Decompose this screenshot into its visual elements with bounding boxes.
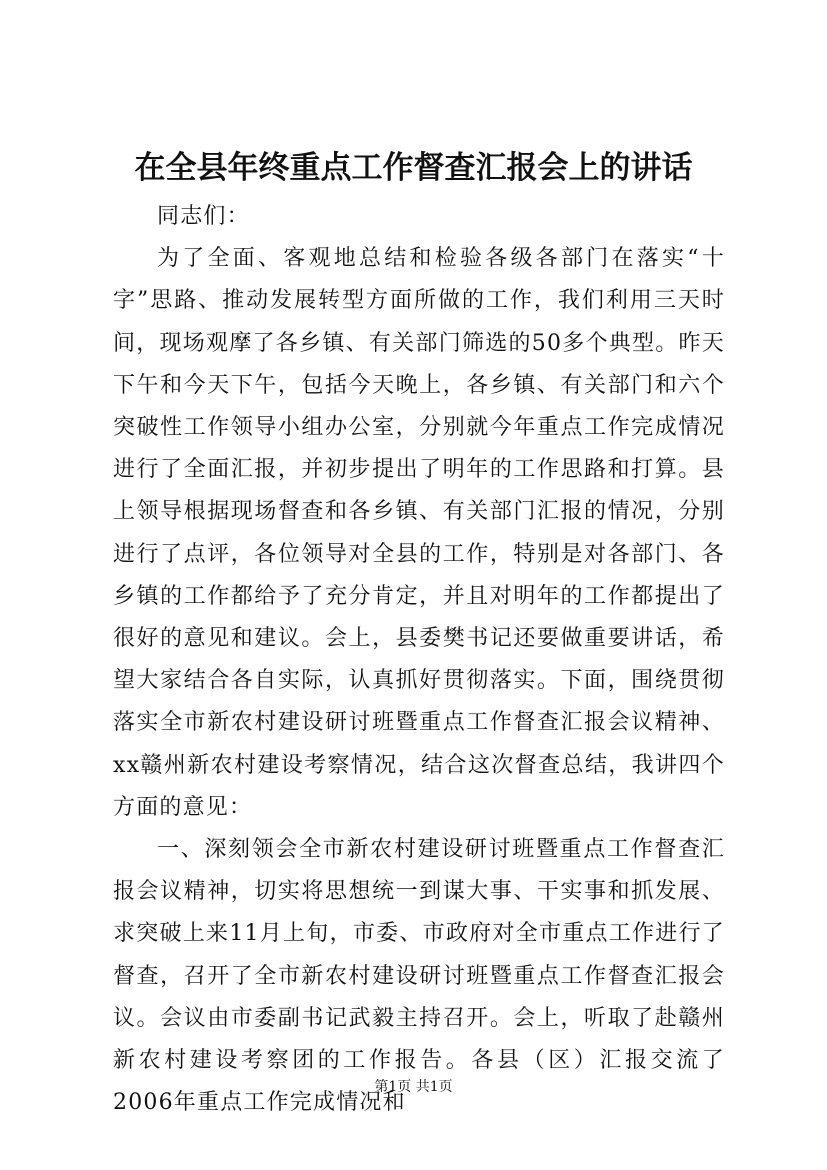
paragraph-section-one: 一、深刻领会全市新农村建设研讨班暨重点工作督查汇报会议精神，切实将思想统一到谋大事、干实事和抓发展、求突破上来11月上旬，市委、市政府对全市重点工作进行了督查，召开了全市新农村建设研讨班暨重点工作督查汇报会议。会议由市委副书记武毅主持召开。会上，听取了赴赣州新农村建设考察团的工作报告。各县（区）汇报交流了2006年重点工作完成情况和: [113, 837, 725, 1116]
document-title: 在全县年终重点工作督查汇报会上的讲话: [134, 150, 693, 186]
paragraph-intro: 为了全面、客观地总结和检验各级各部门在落实“十字”思路、推动发展转型方面所做的工作，我们利用三天时间，现场观摩了各乡镇、有关部门筛选的50多个典型。昨天下午和今天下午，包括今天晚上，各乡镇、有关部门和六个突破性工作领导小组办公室，分别就今年重点工作完成情况进行了全面汇报，并初步提出了明年的工作思路和打算。县上领导根据现场督查和各乡镇、有关部门汇报的情况，分别进行了点评，各位领导对全县的工作，特别是对各部门、各乡镇的工作都给予了充分肯定，并且对明年的工作都提出了很好的意见和建议。会上，县委樊书记还要做重要讲话，希望大家结合各自实际，认真抓好贯彻落实。下面，围绕贯彻落实全市新农村建设研讨班暨重点工作督查汇报会议精神、xx赣州新农村建设考察情况，结合这次督查总结，我讲四个方面的意见：: [113, 246, 725, 820]
page-footer: 第1页 共1页: [374, 1079, 453, 1095]
salutation: 同志们：: [157, 204, 250, 229]
document-body: [113, 196, 725, 1124]
